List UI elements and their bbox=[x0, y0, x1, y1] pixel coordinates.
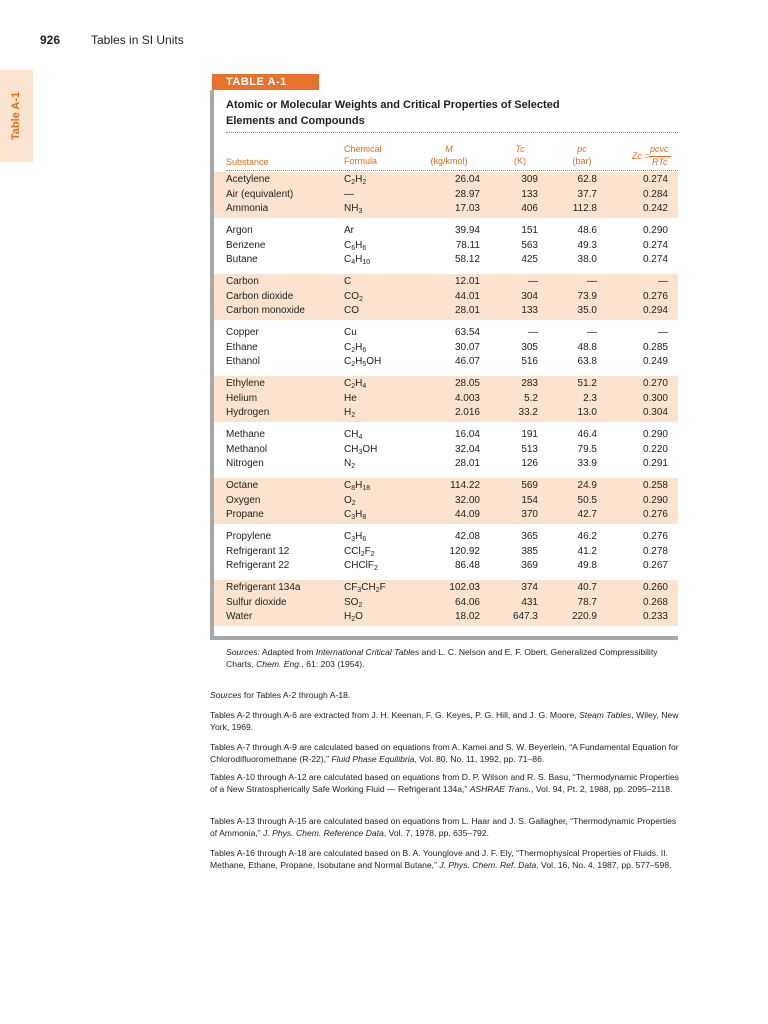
compressibility-cell: 0.290 bbox=[642, 225, 668, 236]
note-text: Tables A-16 through A-18 are calculated based on B. A. Younglove and J. F. Ely, “Thermophysical Properties of Fluids. II. Methane, Ethane, Propane, Isobutane and Normal Butane,” bbox=[210, 848, 668, 870]
compressibility-cell: 0.285 bbox=[642, 341, 668, 353]
molar-mass-cell: 28.05 bbox=[454, 378, 480, 389]
side-tab-label: Table A-1 bbox=[10, 91, 22, 141]
critical-pressure-cell: 51.2 bbox=[577, 378, 597, 389]
molar-mass-cell: 2.016 bbox=[454, 407, 480, 419]
note-text: for Tables A-2 through A-18. bbox=[241, 690, 351, 700]
critical-pressure-cell: 73.9 bbox=[577, 290, 597, 302]
sources-text-1: Adapted from bbox=[259, 647, 316, 657]
molar-mass-cell: 44.09 bbox=[454, 509, 480, 521]
note-citation-title: J. Phys. Chem. Ref. Data bbox=[439, 860, 537, 870]
compressibility-cell: 0.304 bbox=[642, 407, 668, 419]
note-text: Tables A-2 through A-6 are extracted from J. H. Keenan, F. G. Keyes, P. G. Hill, and J. G. Moore, bbox=[210, 710, 580, 720]
compressibility-cell: 0.249 bbox=[642, 356, 668, 368]
critical-pressure-cell: 62.8 bbox=[577, 174, 597, 185]
substance-cell: Propane bbox=[226, 509, 264, 521]
col-head-p-bottom: (bar) bbox=[572, 156, 592, 166]
critical-pressure-cell: 79.5 bbox=[577, 443, 597, 455]
substance-cell: Ammonia bbox=[226, 203, 269, 215]
molar-mass-cell: 42.08 bbox=[454, 531, 480, 542]
note-text: , Wiley, New York, 1969. bbox=[210, 710, 679, 732]
substance-cell: Methane bbox=[226, 429, 265, 440]
molar-mass-cell: 114.22 bbox=[450, 480, 480, 491]
critical-pressure-cell: 46.2 bbox=[577, 531, 597, 542]
compressibility-cell: 0.294 bbox=[642, 305, 668, 317]
critical-pressure-cell: 78.7 bbox=[577, 596, 597, 608]
critical-temperature-cell: 513 bbox=[521, 443, 538, 455]
molar-mass-cell: 32.00 bbox=[454, 494, 480, 506]
critical-pressure-cell: 35.0 bbox=[577, 305, 597, 317]
table-sources bbox=[226, 646, 678, 670]
compressibility-cell: 0.220 bbox=[642, 443, 668, 455]
table-row bbox=[214, 508, 678, 522]
formula-cell: $C_2H_4$ bbox=[344, 378, 367, 390]
critical-temperature-cell: 309 bbox=[521, 174, 538, 185]
sources-book: International Critical Tables bbox=[315, 647, 420, 657]
formula-cell: Cu bbox=[344, 327, 357, 338]
substance-cell: Ethylene bbox=[226, 378, 265, 389]
note-text: Tables A-7 through A-9 are calculated based on equations from A. Kamei and S. W. Beyerlein, “A Fundamental Equation for Chlorodifluoromethane (R-22),” bbox=[210, 742, 679, 764]
table-row bbox=[214, 304, 678, 318]
compressibility-cell: 0.276 bbox=[642, 531, 668, 542]
critical-pressure-cell: 41.2 bbox=[577, 545, 597, 557]
note-text: , Vol. 7, 1978, pp. 635–792. bbox=[383, 828, 489, 838]
critical-temperature-cell: 369 bbox=[521, 560, 538, 572]
critical-pressure-cell: 63.8 bbox=[577, 356, 597, 368]
sources-label: Sources: bbox=[226, 647, 260, 657]
z-formula-lhs: Zc = bbox=[632, 151, 650, 161]
compressibility-cell: 0.233 bbox=[642, 611, 668, 623]
critical-temperature-cell: 370 bbox=[521, 509, 538, 521]
molar-mass-cell: 28.01 bbox=[454, 305, 480, 317]
molar-mass-cell: 102.03 bbox=[449, 582, 480, 593]
molar-mass-cell: 78.11 bbox=[455, 239, 480, 251]
page-number: 926 bbox=[40, 33, 61, 47]
note-paragraph bbox=[210, 847, 680, 871]
substance-cell: Propylene bbox=[226, 531, 272, 542]
critical-temperature-cell: — bbox=[528, 327, 538, 338]
formula-cell: Ar bbox=[344, 225, 354, 236]
compressibility-cell: — bbox=[658, 327, 668, 338]
critical-pressure-cell: 33.9 bbox=[577, 458, 597, 470]
table-title bbox=[226, 97, 646, 129]
critical-pressure-cell: 46.4 bbox=[577, 429, 597, 440]
molar-mass-cell: 120.92 bbox=[449, 545, 480, 557]
formula-cell: $H_2$ bbox=[344, 407, 356, 420]
table-row bbox=[214, 494, 678, 508]
molar-mass-cell: 30.07 bbox=[454, 341, 480, 353]
table-row bbox=[214, 173, 678, 187]
col-head-substance: Substance bbox=[226, 157, 269, 167]
note-paragraph bbox=[210, 709, 680, 733]
substance-cell: Argon bbox=[226, 225, 253, 236]
substance-cell: Butane bbox=[226, 254, 258, 266]
row-group bbox=[214, 529, 678, 575]
critical-pressure-cell: 220.9 bbox=[571, 611, 597, 623]
formula-cell: $C_6H_6$ bbox=[344, 239, 367, 252]
critical-temperature-cell: 126 bbox=[521, 458, 538, 470]
critical-pressure-cell: 38.0 bbox=[577, 254, 597, 266]
row-group bbox=[214, 223, 678, 269]
formula-cell: $O_2$ bbox=[344, 494, 356, 507]
critical-temperature-cell: 5.2 bbox=[524, 392, 538, 404]
compressibility-cell: 0.274 bbox=[642, 174, 668, 185]
compressibility-cell: 0.268 bbox=[642, 596, 668, 608]
substance-cell: Ethane bbox=[226, 341, 258, 353]
critical-temperature-cell: 283 bbox=[521, 378, 538, 389]
substance-cell: Ethanol bbox=[226, 356, 260, 368]
formula-cell: $CH_4$ bbox=[344, 429, 363, 441]
note-text: , Vol. 94, Pt. 2, 1988, pp. 2095–2118. bbox=[531, 784, 673, 794]
compressibility-cell: 0.276 bbox=[642, 509, 668, 521]
critical-temperature-cell: 33.2 bbox=[518, 407, 538, 419]
substance-cell: Copper bbox=[226, 327, 259, 338]
table-row bbox=[214, 202, 678, 216]
critical-temperature-cell: 304 bbox=[521, 290, 538, 302]
z-formula-numerator: pcvc bbox=[650, 144, 669, 154]
sources-journal: Chem. Eng. bbox=[256, 659, 302, 669]
note-text: , Vol. 80, No. 11, 1992, pp. 71–86. bbox=[414, 754, 545, 764]
substance-cell: Octane bbox=[226, 480, 259, 491]
critical-temperature-cell: 305 bbox=[521, 341, 538, 353]
col-head-m bbox=[418, 143, 480, 167]
substance-cell: Oxygen bbox=[226, 494, 261, 506]
critical-pressure-cell: 13.0 bbox=[577, 407, 597, 419]
table-row bbox=[214, 457, 678, 471]
substance-cell: Carbon monoxide bbox=[226, 305, 305, 317]
critical-temperature-cell: 425 bbox=[521, 254, 538, 266]
critical-temperature-cell: 133 bbox=[521, 305, 538, 317]
critical-temperature-cell: — bbox=[528, 276, 538, 287]
col-head-t-top: Tc bbox=[515, 144, 525, 154]
molar-mass-cell: 58.12 bbox=[454, 254, 480, 266]
formula-cell: He bbox=[344, 392, 357, 404]
table-row bbox=[214, 610, 678, 624]
note-paragraph bbox=[210, 771, 680, 795]
col-head-formula-bottom: Formula bbox=[344, 156, 378, 166]
critical-temperature-cell: 406 bbox=[521, 203, 538, 215]
z-formula-denominator: RTc bbox=[652, 157, 668, 167]
formula-cell: $H_2O$ bbox=[344, 611, 363, 624]
critical-pressure-cell: 48.6 bbox=[577, 225, 597, 236]
col-head-t-bottom: (K) bbox=[514, 156, 526, 166]
critical-temperature-cell: 563 bbox=[521, 239, 538, 251]
molar-mass-cell: 39.94 bbox=[454, 225, 480, 236]
formula-cell: $C_8H_{18}$ bbox=[344, 480, 371, 492]
substance-cell: Sulfur dioxide bbox=[226, 596, 287, 608]
critical-temperature-cell: 431 bbox=[521, 596, 538, 608]
compressibility-cell: 0.242 bbox=[642, 203, 668, 215]
formula-cell: CO bbox=[344, 305, 359, 317]
critical-pressure-cell: 24.9 bbox=[577, 480, 597, 491]
substance-cell: Methanol bbox=[226, 443, 268, 455]
formula-cell: $CCl_2F_2$ bbox=[344, 545, 375, 558]
note-paragraph bbox=[210, 741, 680, 765]
table-row bbox=[214, 275, 678, 289]
header-top-rule bbox=[226, 132, 678, 133]
molar-mass-cell: 28.97 bbox=[454, 188, 480, 200]
compressibility-cell: 0.300 bbox=[642, 392, 668, 404]
col-head-p-top: pc bbox=[577, 144, 587, 154]
table-title-line-1: Atomic or Molecular Weights and Critical Properties of Selected bbox=[226, 99, 560, 111]
table-row bbox=[214, 406, 678, 420]
table-row bbox=[214, 326, 678, 340]
table-row bbox=[214, 377, 678, 391]
table-row bbox=[214, 290, 678, 304]
compressibility-cell: 0.260 bbox=[642, 582, 668, 593]
note-citation-title: ASHRAE Trans. bbox=[469, 784, 532, 794]
molar-mass-cell: 46.07 bbox=[454, 356, 480, 368]
note-citation-title: Sources bbox=[210, 690, 242, 700]
molar-mass-cell: 4.003 bbox=[454, 392, 480, 404]
critical-pressure-cell: 112.8 bbox=[572, 203, 597, 215]
molar-mass-cell: 16.04 bbox=[454, 429, 480, 440]
formula-cell: $CO_2$ bbox=[344, 290, 363, 303]
critical-temperature-cell: 191 bbox=[521, 429, 538, 440]
row-group bbox=[214, 325, 678, 371]
table-row bbox=[214, 545, 678, 559]
formula-cell: CHClF$_2$ bbox=[344, 560, 378, 573]
running-title: Tables in SI Units bbox=[91, 33, 184, 47]
formula-cell: $C_3H_8$ bbox=[344, 509, 367, 522]
critical-pressure-cell: 2.3 bbox=[583, 392, 597, 404]
col-head-t bbox=[500, 143, 540, 167]
table-row bbox=[214, 355, 678, 369]
formula-cell: $C_2H_2$ bbox=[344, 174, 367, 186]
compressibility-cell: 0.291 bbox=[642, 458, 668, 470]
critical-pressure-cell: 48.8 bbox=[577, 341, 597, 353]
note-text: , Vol. 16, No. 4, 1987, pp. 577–598. bbox=[536, 860, 672, 870]
molar-mass-cell: 32.04 bbox=[454, 443, 480, 455]
substance-cell: Air (equivalent) bbox=[226, 188, 294, 200]
formula-cell: $NH_3$ bbox=[344, 203, 363, 216]
critical-pressure-cell: 49.8 bbox=[577, 560, 597, 572]
note-text: Tables A-10 through A-12 are calculated based on equations from D. P. Wilson and R. S. Basu, “Thermodynamic Properties of a New Stratospherically Safe Working Fluid — Refrigerant 134a,” bbox=[210, 772, 679, 794]
critical-temperature-cell: 151 bbox=[521, 225, 538, 236]
row-group bbox=[214, 427, 678, 473]
critical-pressure-cell: 50.5 bbox=[577, 494, 597, 506]
table-row bbox=[214, 392, 678, 406]
table-row bbox=[214, 224, 678, 238]
compressibility-cell: 0.267 bbox=[642, 560, 668, 572]
critical-pressure-cell: — bbox=[587, 327, 597, 338]
formula-cell: $C_2H_6$ bbox=[344, 341, 367, 354]
col-head-formula bbox=[344, 143, 382, 167]
critical-temperature-cell: 647.3 bbox=[512, 611, 538, 623]
compressibility-cell: 0.274 bbox=[642, 239, 668, 251]
table-row bbox=[214, 596, 678, 610]
molar-mass-cell: 18.02 bbox=[454, 611, 480, 623]
formula-cell: $N_2$ bbox=[344, 458, 356, 471]
substance-cell: Carbon bbox=[226, 276, 259, 287]
formula-cell: $C_4H_{10}$ bbox=[344, 254, 371, 267]
compressibility-cell: 0.270 bbox=[642, 378, 668, 389]
molar-mass-cell: 44.01 bbox=[454, 290, 480, 302]
substance-cell: Nitrogen bbox=[226, 458, 264, 470]
critical-pressure-cell: 40.7 bbox=[577, 582, 597, 593]
note-citation-title: J. Phys. Chem. Reference Data bbox=[263, 828, 384, 838]
formula-cell: $CF_3CH_2F$ bbox=[344, 582, 386, 594]
substance-cell: Water bbox=[226, 611, 253, 623]
table-title-line-2: Elements and Compounds bbox=[226, 115, 365, 127]
note-paragraph bbox=[210, 815, 680, 839]
molar-mass-cell: 64.06 bbox=[454, 596, 480, 608]
critical-temperature-cell: 516 bbox=[521, 356, 538, 368]
critical-temperature-cell: 154 bbox=[521, 494, 538, 506]
note-text: Tables A-13 through A-15 are calculated based on equations from L. Haar and J. S. Gallagher, “Thermodynamic Properties of Ammonia,” bbox=[210, 816, 677, 838]
compressibility-cell: — bbox=[658, 276, 668, 287]
table-row bbox=[214, 581, 678, 595]
formula-cell: C bbox=[344, 276, 352, 287]
compressibility-cell: 0.290 bbox=[642, 429, 668, 440]
substance-cell: Refrigerant 134a bbox=[226, 582, 301, 593]
table-row bbox=[214, 253, 678, 267]
substance-cell: Carbon dioxide bbox=[226, 290, 294, 302]
formula-cell: — bbox=[344, 188, 354, 200]
table-row bbox=[214, 239, 678, 253]
substance-cell: Benzene bbox=[226, 239, 266, 251]
compressibility-cell: 0.290 bbox=[642, 494, 668, 506]
critical-temperature-cell: 365 bbox=[521, 531, 538, 542]
table-row bbox=[214, 559, 678, 573]
table-row bbox=[214, 428, 678, 442]
critical-temperature-cell: 569 bbox=[521, 480, 538, 491]
compressibility-cell: 0.284 bbox=[642, 188, 668, 200]
note-citation-title: Fluid Phase Equilibria bbox=[331, 754, 415, 764]
note-paragraph bbox=[210, 689, 680, 701]
table-tag: TABLE A-1 bbox=[212, 74, 319, 90]
col-head-m-top: M bbox=[445, 144, 453, 154]
compressibility-cell: 0.278 bbox=[642, 545, 668, 557]
row-group bbox=[214, 172, 678, 218]
table-row bbox=[214, 188, 678, 202]
sources-text-2: and L. C. Nelson and E. F. Obert, Generalized Compressibility Charts, bbox=[226, 647, 658, 669]
col-head-formula-top: Chemical bbox=[344, 144, 382, 154]
formula-cell: $SO_2$ bbox=[344, 596, 363, 609]
critical-pressure-cell: 37.7 bbox=[577, 188, 597, 200]
molar-mass-cell: 26.04 bbox=[454, 174, 480, 185]
critical-pressure-cell: 42.7 bbox=[577, 509, 597, 521]
table-row bbox=[214, 341, 678, 355]
critical-temperature-cell: 385 bbox=[521, 545, 538, 557]
row-group bbox=[214, 580, 678, 626]
col-head-z-formula bbox=[626, 142, 676, 170]
substance-cell: Acetylene bbox=[226, 174, 270, 185]
row-group bbox=[214, 478, 678, 524]
col-head-m-bottom: (kg/kmol) bbox=[430, 156, 468, 166]
substance-cell: Hydrogen bbox=[226, 407, 270, 419]
molar-mass-cell: 17.03 bbox=[454, 203, 480, 215]
header-bottom-rule bbox=[226, 170, 678, 171]
compressibility-cell: 0.274 bbox=[642, 254, 668, 266]
substance-cell: Helium bbox=[226, 392, 258, 404]
formula-cell: $C_2H_5OH$ bbox=[344, 356, 382, 369]
row-group bbox=[214, 376, 678, 422]
critical-pressure-cell: 49.3 bbox=[577, 239, 597, 251]
sources-text-3: , 61: 203 (1954). bbox=[301, 659, 365, 669]
col-head-p bbox=[562, 143, 602, 167]
substance-cell: Refrigerant 22 bbox=[226, 560, 290, 572]
molar-mass-cell: 28.01 bbox=[454, 458, 480, 470]
table-row bbox=[214, 479, 678, 493]
molar-mass-cell: 63.54 bbox=[454, 327, 480, 338]
table-row bbox=[214, 530, 678, 544]
critical-temperature-cell: 133 bbox=[521, 188, 538, 200]
table-row bbox=[214, 443, 678, 457]
molar-mass-cell: 12.01 bbox=[454, 276, 480, 287]
formula-cell: $C_3H_6$ bbox=[344, 531, 367, 543]
row-group bbox=[214, 274, 678, 320]
molar-mass-cell: 86.48 bbox=[454, 560, 480, 572]
substance-cell: Refrigerant 12 bbox=[226, 545, 290, 557]
compressibility-cell: 0.276 bbox=[642, 290, 668, 302]
critical-pressure-cell: — bbox=[587, 276, 597, 287]
compressibility-cell: 0.258 bbox=[642, 480, 668, 491]
note-citation-title: Steam Tables bbox=[579, 710, 632, 720]
critical-temperature-cell: 374 bbox=[521, 582, 538, 593]
formula-cell: $CH_3OH$ bbox=[344, 443, 378, 456]
